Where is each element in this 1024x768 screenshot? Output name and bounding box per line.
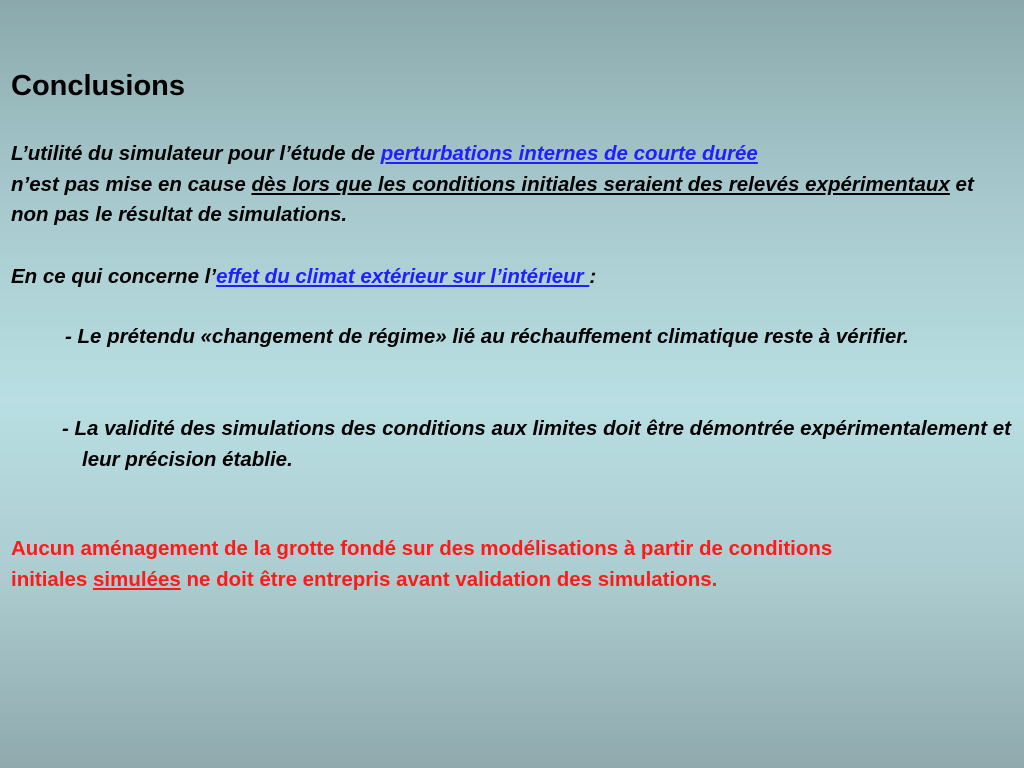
final-conclusion xyxy=(11,534,911,595)
climate-effect-link[interactable]: effet du climat extérieur sur l’intérieur xyxy=(216,265,590,288)
bullet-boundary-conditions: - La validité des simulations des conditions aux limites doit être démontrée expérimentalement et leur précision établie. xyxy=(62,417,1011,471)
conclusion-underlined-text: simulées xyxy=(93,567,181,591)
slide-title: Conclusions xyxy=(11,70,186,102)
para1-tail: et non pas le résultat de simulations. xyxy=(11,172,974,226)
paragraph-climate-effect xyxy=(11,262,1016,293)
para2-tail: : xyxy=(589,265,597,288)
bullet-regime-change: - Le prétendu «changement de régime» lié au réchauffement climatique reste à vérifier. xyxy=(65,325,909,348)
internal-perturbations-link[interactable]: perturbations internes de courte durée xyxy=(380,142,758,165)
para2-lead: En ce qui concerne l’ xyxy=(11,265,217,288)
conclusion-lead: Aucun aménagement de la grotte fondé sur des modélisations à partir de conditions initiales xyxy=(11,537,833,591)
para1-underlined-text: dès lors que les conditions initiales seraient des relevés expérimentaux xyxy=(251,172,950,196)
conclusion-tail: ne doit être entrepris avant validation des simulations. xyxy=(180,567,718,591)
para1-middle: n’est pas mise en cause xyxy=(11,172,252,196)
para1-lead: L’utilité du simulateur pour l’étude de xyxy=(11,142,381,165)
paragraph-simulator-utility xyxy=(11,139,1016,231)
